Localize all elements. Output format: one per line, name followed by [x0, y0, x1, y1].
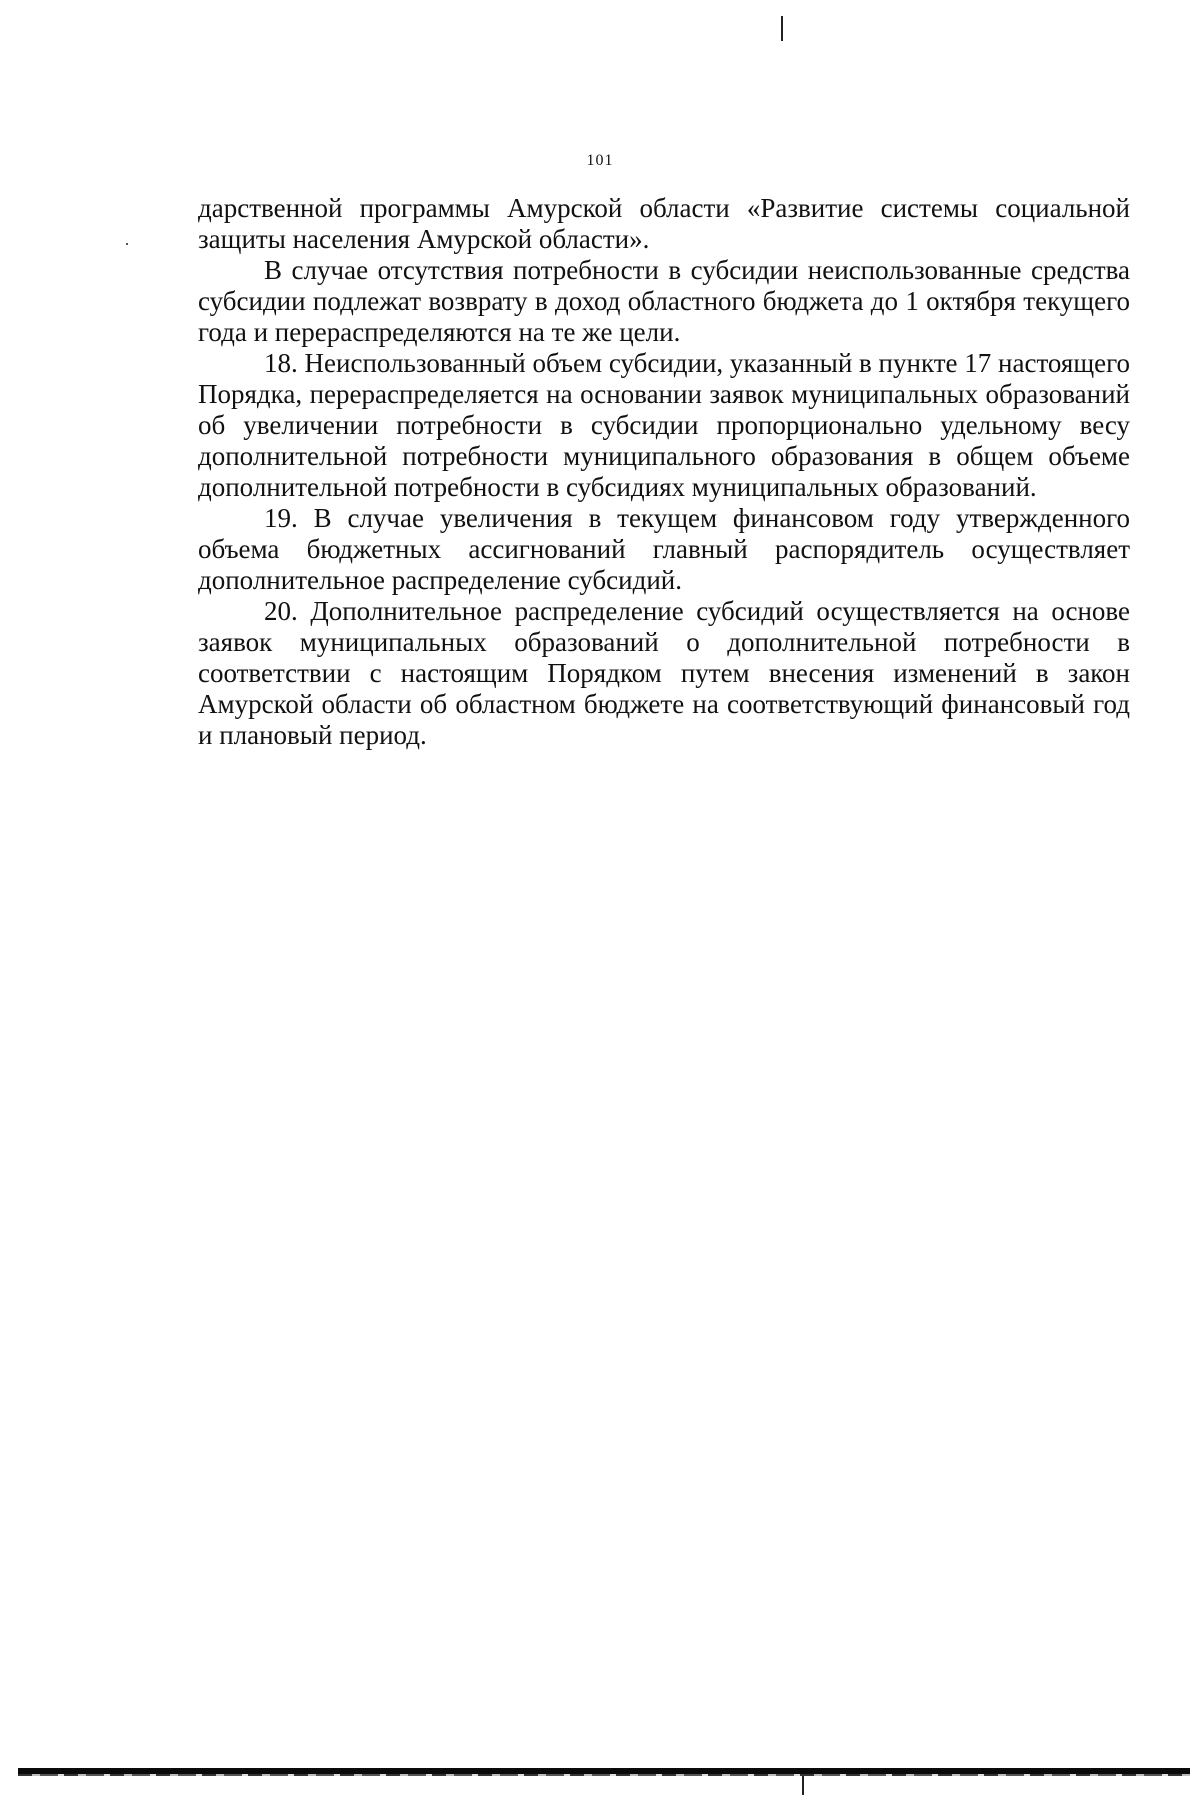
page-number: 101 [586, 152, 614, 169]
scan-artifact-dot [126, 243, 128, 245]
paragraph-continuation: дарственной программы Амурской области «Развитие системы социальной защиты населения Амурской области». [198, 193, 1130, 254]
paragraph-19: 19. В случае увеличения в текущем финансовом году утвержденного объема бюджетных ассигнований главный распорядитель осуществляет дополнительное распределение субсидий. [198, 503, 1130, 595]
document-body [198, 193, 1130, 751]
paragraph-18: 18. Неиспользованный объем субсидии, указанный в пункте 17 настоящего Порядка, перераспределяется на основании заявок муниципальных образований об увеличении потребности в субсидии пропорционально удельному весу дополнительной потребности муниципального образования в общем объеме дополнительной потребности в субсидиях муниципальных образований. [198, 348, 1130, 502]
scan-artifact-bottom-edge [18, 1774, 1190, 1776]
paragraph-unused-funds: В случае отсутствия потребности в субсидии неиспользованные средства субсидии подлежат возврату в доход областного бюджета до 1 октября текущего года и перераспределяются на те же цели. [198, 255, 1130, 347]
paragraph-20: 20. Дополнительное распределение субсидий осуществляется на основе заявок муниципальных образований о дополнительной потребности в соответствии с настоящим Порядком путем внесения изменений в закон Амурской области об областном бюджете на соответствующий финансовый год и плановый период. [198, 596, 1130, 750]
scan-artifact-bottom-mark [802, 1776, 804, 1795]
scan-artifact-top [781, 16, 783, 41]
